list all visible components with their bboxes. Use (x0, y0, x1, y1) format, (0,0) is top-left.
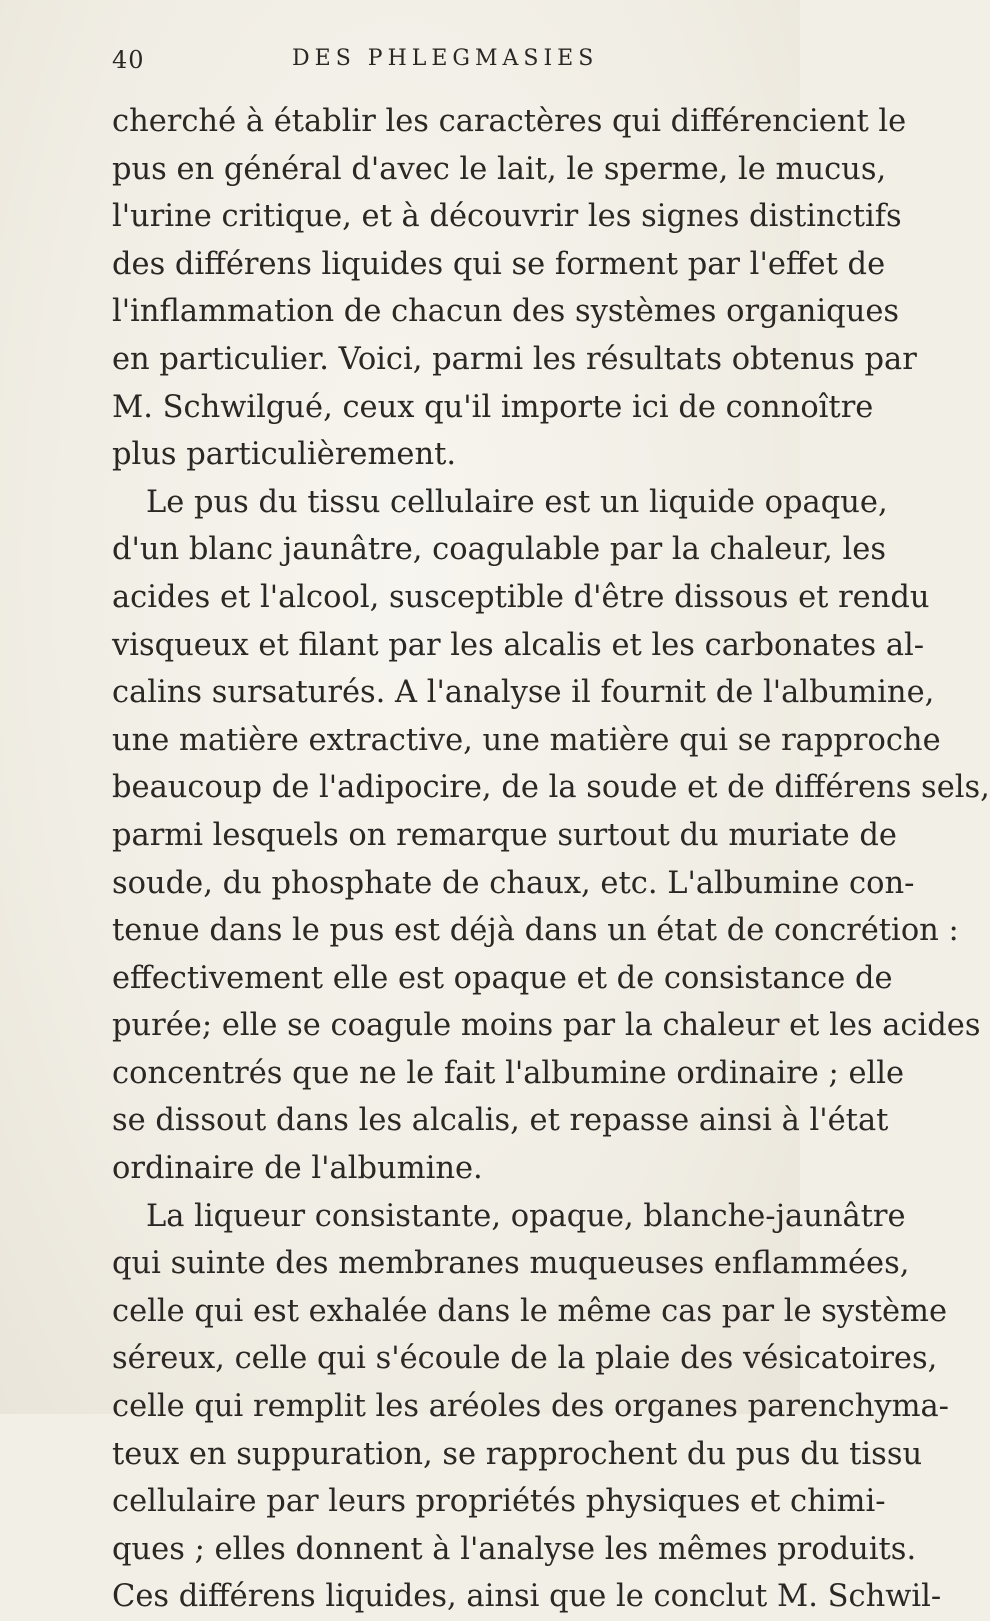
text-line: parmi lesquels on remarque surtout du muriate de (112, 817, 897, 853)
text-line: qui suinte des membranes muqueuses enflammées, (112, 1246, 910, 1282)
text-line: celle qui est exhalée dans le même cas par le système (112, 1293, 948, 1329)
text-line: calins sursaturés. A l'analyse il fournit de l'albumine, (112, 675, 935, 711)
text-line: teux en suppuration, se rapprochent du pus du tissu (112, 1436, 923, 1472)
text-line: M. Schwilgué, ceux qu'il importe ici de connoître (112, 389, 874, 425)
text-line: cellulaire par leurs propriétés physiques et chimi- (112, 1484, 886, 1520)
text-line: une matière extractive, une matière qui se rapproche (112, 722, 941, 758)
text-line: se dissout dans les alcalis, et repasse ainsi à l'état (112, 1103, 889, 1139)
text-line: visqueux et filant par les alcalis et les carbonates al- (112, 627, 925, 663)
text-line: pus en général d'avec le lait, le sperme, le mucus, (112, 151, 887, 187)
text-line: cherché à établir les caractères qui différencient le (112, 104, 907, 139)
text-line: plus particulièrement. (112, 437, 457, 473)
text-line: ques ; elles donnent à l'analyse les mêmes produits. (112, 1531, 917, 1567)
body-text (112, 98, 990, 1621)
text-line: séreux, celle qui s'écoule de la plaie des vésicatoires, (112, 1341, 938, 1377)
text-line: La liqueur consistante, opaque, blanche-jaunâtre (146, 1198, 906, 1234)
text-line: l'urine critique, et à découvrir les signes distinctifs (112, 199, 902, 235)
text-line: purée; elle se coagule moins par la chaleur et les acides (112, 1008, 981, 1044)
text-line: tenue dans le pus est déjà dans un état de concrétion : (112, 913, 959, 949)
text-line: d'un blanc jaunâtre, coagulable par la chaleur, les (112, 532, 886, 568)
text-line: l'inflammation de chacun des systèmes organiques (112, 294, 900, 330)
text-line: beaucoup de l'adipocire, de la soude et de différens sels, (112, 770, 990, 806)
text-line: en particulier. Voici, parmi les résultats obtenus par (112, 341, 917, 377)
text-line: acides et l'alcool, susceptible d'être dissous et rendu (112, 579, 930, 615)
page-number: 40 (112, 46, 145, 74)
text-line: des différens liquides qui se forment par l'effet de (112, 246, 886, 282)
running-title: DES PHLEGMASIES (292, 46, 599, 71)
text-line: ordinaire de l'albumine. (112, 1151, 483, 1187)
text-line: soude, du phosphate de chaux, etc. L'albumine con- (112, 865, 915, 901)
text-line: effectivement elle est opaque et de consistance de (112, 960, 893, 996)
text-line: celle qui remplit les aréoles des organes parenchyma- (112, 1389, 949, 1425)
page-header (112, 46, 752, 86)
text-line: concentrés que ne le fait l'albumine ordinaire ; elle (112, 1055, 905, 1091)
text-line: Ces différens liquides, ainsi que le conclut M. Schwil- (112, 1579, 942, 1615)
text-line: Le pus du tissu cellulaire est un liquide opaque, (146, 484, 888, 520)
